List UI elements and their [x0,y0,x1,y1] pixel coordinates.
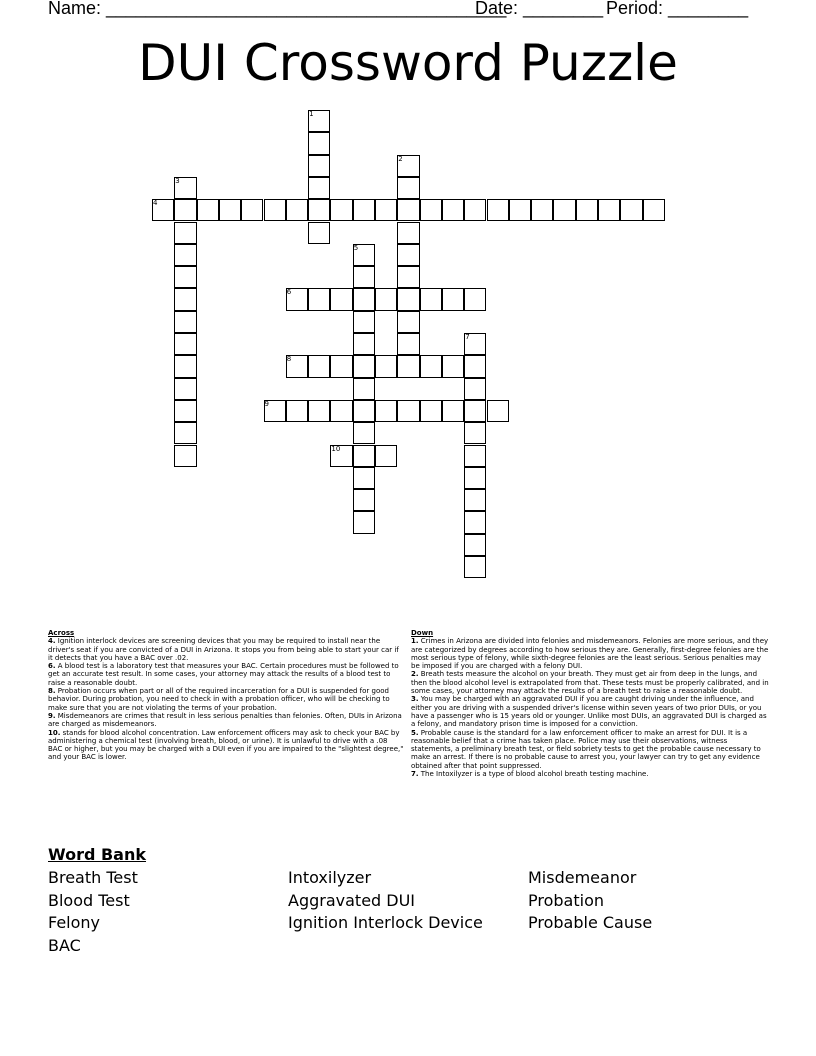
across-clues [48,629,404,762]
crossword-cell[interactable] [397,355,419,377]
word-bank-column-3 [528,867,652,935]
cell-number: 5 [353,243,359,252]
crossword-cell[interactable] [487,400,509,422]
crossword-cell[interactable] [397,311,419,333]
word-bank-item: Misdemeanor [528,868,637,887]
crossword-cell[interactable] [397,266,419,288]
crossword-cell[interactable] [397,199,419,221]
clue-down-7: 7. The Intoxilyzer is a type of blood alcohol breath testing machine. [411,770,649,779]
crossword-cell[interactable] [598,199,620,221]
crossword-cell[interactable] [397,244,419,266]
name-field: Name: ________________________________________ [48,0,507,18]
crossword-cell[interactable] [308,155,330,177]
word-bank-item: Intoxilyzer [288,868,372,887]
crossword-cell[interactable] [442,288,464,310]
crossword-cell[interactable] [397,222,419,244]
across-heading: Across [48,629,75,637]
cell-number: 9 [264,399,269,408]
date-field: Date: ________ [475,0,604,18]
crossword-cell[interactable] [264,199,286,221]
crossword-cell[interactable] [620,199,642,221]
crossword-cell[interactable] [442,199,464,221]
crossword-cell[interactable] [353,266,375,288]
crossword-cell[interactable] [375,400,397,422]
crossword-cell[interactable] [353,288,375,310]
crossword-cell[interactable] [353,511,375,533]
crossword-cell[interactable] [464,355,486,377]
crossword-cell[interactable] [464,199,486,221]
crossword-cell[interactable] [375,199,397,221]
clue-down-3: 3. You may be charged with an aggravated DUI if you are caught driving under the influence, and either you are driving with a suspended driver's license within seven years of two prior DUIs, or you have a passenger who is 15 years old or younger. Unlike most DUIs, an aggravated DUI is charged as a felony, and mandatory prison time is imposed for a conviction. [411,695,767,729]
crossword-cell[interactable] [397,400,419,422]
clue-across-4: 4. Ignition interlock devices are screening devices that you may be required to install near the driver's seat if you are convicted of a DUI in Arizona. It stops you from being able to start your car if it detects that you have a BAC over .02. [48,637,399,662]
crossword-cell[interactable] [420,199,442,221]
clue-across-8: 8. Probation occurs when part or all of the required incarceration for a DUI is suspended for good behavior. During probation, you need to check in with a probation officer, who will be checking to make sure that you are not violating the terms of your probation. [48,687,390,712]
cell-number: 1 [309,110,314,118]
crossword-cell[interactable] [308,199,330,221]
crossword-cell[interactable] [308,400,330,422]
cell-number: 10 [331,444,341,453]
crossword-cell[interactable] [397,288,419,310]
word-bank-item: Aggravated DUI [288,890,416,910]
cell-number: 2 [398,154,403,163]
period-field: Period: ________ [606,0,749,18]
crossword-cell[interactable] [353,355,375,377]
clue-down-2: 2. Breath tests measure the alcohol on your breath. They must get air from deep in the lungs, and then the blood alcohol level is extrapolated from that. These tests must be properly calibrated, and in some cases, your attorney may attack the results of a breath test to raise a reasonable doubt. [411,670,769,696]
crossword-cell[interactable] [643,199,665,221]
down-clues [411,629,771,778]
crossword-cell[interactable] [174,288,196,310]
crossword-cell[interactable] [353,199,375,221]
cell-number: 6 [286,288,292,297]
crossword-cell[interactable] [420,288,442,310]
crossword-cell[interactable] [197,199,219,221]
cell-number: 4 [153,199,158,208]
crossword-cell[interactable] [442,355,464,377]
crossword-cell[interactable] [308,222,330,244]
word-bank-item: BAC [48,935,81,955]
cell-number: 3 [175,176,180,185]
crossword-cell[interactable] [576,199,598,221]
clue-down-1: 1. Crimes in Arizona are divided into felonies and misdemeanors. Felonies are more serious, and they are categorized by degrees according to how serious they are. Generally, first-degree felonies are the most serious type of felony, while sixth-degree felonies are the least serious. Serious penalties may be imposed if you are charged with a felony DUI. [411,637,769,671]
crossword-cell[interactable] [353,422,375,444]
word-bank-item: Felony [48,913,101,933]
crossword-cell[interactable] [509,199,531,221]
word-bank-column-2 [288,867,483,935]
page-title: DUI Crossword Puzzle [138,34,678,92]
crossword-cell[interactable] [286,400,308,422]
crossword-cell[interactable] [219,199,241,221]
crossword-cell[interactable] [174,266,196,288]
crossword-cell[interactable] [464,556,486,578]
crossword-cell[interactable] [174,222,196,244]
crossword-cell[interactable] [174,355,196,377]
clue-across-9: 9. Misdemeanors are crimes that result in less serious penalties than felonies. Often, DUIs in Arizona are charged as misdemeanors. [48,711,402,729]
crossword-cell[interactable] [464,422,486,444]
crossword-cell[interactable] [464,288,486,310]
crossword-cell[interactable] [531,199,553,221]
word-bank-item: Blood Test [48,890,130,910]
crossword-cell[interactable] [353,489,375,511]
crossword-cell[interactable] [353,333,375,355]
crossword-cell[interactable] [375,445,397,467]
cell-number: 7 [465,333,470,341]
crossword-cell[interactable] [464,467,486,489]
cell-number: 8 [286,355,292,364]
crossword-cell[interactable] [174,378,196,400]
crossword-cell[interactable] [464,489,486,511]
word-bank-item: Ignition Interlock Device [288,913,483,933]
clue-down-5: 5. Probable cause is the standard for a law enforcement officer to make an arrest for DUI. It is a reasonable belief that a crime has taken place. Police may use their observations, witness statements, a preliminary breath test, or field sobriety tests to get the probable cause necessary to make an arrest. If there is no probable cause to arrest you, your lawyer can try to get any evidence obtained after that point suppressed. [411,728,761,770]
crossword-cell[interactable] [464,445,486,467]
crossword-cell[interactable] [308,132,330,154]
crossword-cell[interactable] [330,400,352,422]
crossword-cell[interactable] [420,400,442,422]
crossword-cell[interactable] [442,400,464,422]
crossword-cell[interactable] [464,400,486,422]
crossword-cell[interactable] [174,199,196,221]
word-bank-item: Probation [528,890,604,910]
word-bank-item: Probable Cause [528,913,653,933]
crossword-cell[interactable] [286,199,308,221]
crossword-cell[interactable] [308,288,330,310]
crossword-cell[interactable] [353,400,375,422]
crossword-cell[interactable] [308,355,330,377]
word-bank-column-1 [48,867,138,957]
crossword-cell[interactable] [397,333,419,355]
down-heading: Down [411,629,434,637]
crossword-cell[interactable] [330,199,352,221]
crossword-cell[interactable] [241,199,263,221]
crossword-cell[interactable] [353,445,375,467]
crossword-cell[interactable] [464,378,486,400]
clue-across-10: 10. stands for blood alcohol concentration. Law enforcement officers may ask to check your BAC by administering a chemical test (involving breath, blood, or urine). It is unlawful to drive with a .08 BAC or higher, but you may be charged with a DUI even if you are impaired to the "slightest degree," and your BAC is lower. [48,728,404,762]
crossword-cell[interactable] [375,355,397,377]
crossword-cell[interactable] [174,445,196,467]
crossword-cell[interactable] [330,288,352,310]
crossword-cell[interactable] [174,333,196,355]
crossword-cell[interactable] [353,378,375,400]
crossword-cell[interactable] [375,288,397,310]
crossword-cell[interactable] [174,311,196,333]
clue-across-6: 6. A blood test is a laboratory test that measures your BAC. Certain procedures must be followed to get an accurate test result. In some cases, your attorney may attack the results of a blood test to raise a reasonable doubt. [48,662,399,687]
crossword-cell[interactable] [464,511,486,533]
crossword-cell[interactable] [464,534,486,556]
crossword-cell[interactable] [420,355,442,377]
crossword-cell[interactable] [174,422,196,444]
crossword-cell[interactable] [353,311,375,333]
crossword-cell[interactable] [174,400,196,422]
crossword-cell[interactable] [553,199,575,221]
crossword-cell[interactable] [174,244,196,266]
word-bank-title: Word Bank [48,845,147,864]
crossword-cell[interactable] [487,199,509,221]
crossword-cell[interactable] [353,467,375,489]
crossword-cell[interactable] [308,177,330,199]
word-bank-item: Breath Test [48,868,138,887]
crossword-cell[interactable] [330,355,352,377]
crossword-cell[interactable] [397,177,419,199]
